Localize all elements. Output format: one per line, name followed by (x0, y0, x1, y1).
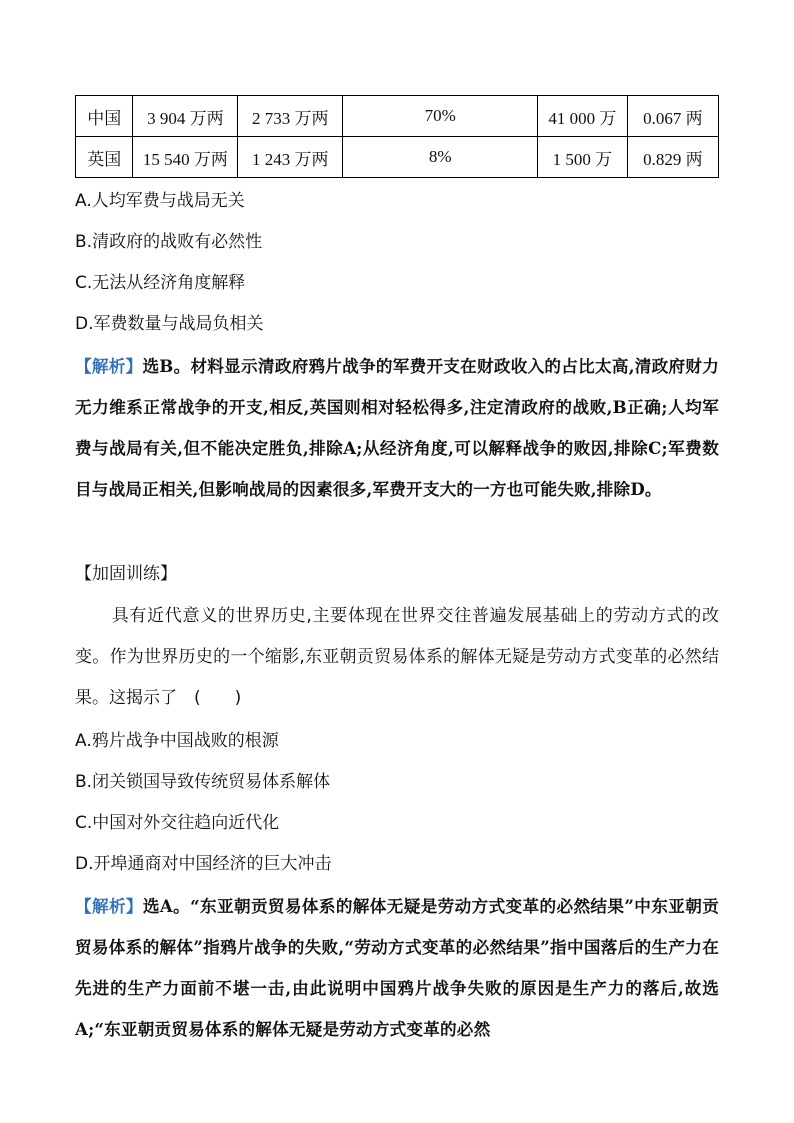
analysis-text: 选A。“东亚朝贡贸易体系的解体无疑是劳动方式变革的必然结果”中东亚朝贡贸易体系的解体”指鸦片战争的失败,“劳动方式变革的必然结果”指中国落后的生产力在先进的生产力面前不堪一击,由此说明中国鸦片战争失败的原因是生产力的落后,故选A;“东亚朝贡贸易体系的解体无疑是劳动方式变革的必然 (75, 896, 719, 1039)
q2-stem-text: 具有近代意义的世界历史,主要体现在世界交往普遍发展基础上的劳动方式的改变。作为世界历史的一个缩影,东亚朝贡贸易体系的解体无疑是劳动方式变革的必然结果。这揭示了 ( ) (75, 606, 719, 708)
analysis-tag: 【解析】 (75, 896, 143, 916)
table-cell: 15 540 万两 (133, 137, 238, 178)
q1-option-b: B.清政府的战败有必然性 (75, 232, 263, 252)
q1-option-d: D.军费数量与战局负相关 (75, 314, 264, 334)
table-cell: 70% (343, 96, 538, 137)
table-cell: 0.067 两 (627, 96, 718, 137)
table-cell: 2 733 万两 (238, 96, 343, 137)
q1-option-c: C.无法从经济角度解释 (75, 273, 246, 293)
q2-stem (75, 596, 719, 719)
table-cell: 1 500 万 (538, 137, 628, 178)
q2-option-b: B.闭关锁国导致传统贸易体系解体 (75, 772, 331, 792)
table-cell: 3 904 万两 (133, 96, 238, 137)
q1-option-a: A.人均军费与战局无关 (75, 191, 245, 211)
table-cell: 1 243 万两 (238, 137, 343, 178)
section-title: 【加固训练】 (75, 564, 177, 584)
table-cell: 英国 (76, 137, 133, 178)
analysis-text: 选B。材料显示清政府鸦片战争的军费开支在财政收入的占比太高,清政府财力无力维系正常战争的开支,相反,英国则相对轻松得多,注定清政府的战败,B正确;人均军费与战局有关,但不能决定胜负,排除A;从经济角度,可以解释战争的败因,排除C;军费数目与战局正相关,但影响战局的因素很多,军费开支大的一方也可能失败,排除D。 (75, 356, 719, 499)
table-row (76, 96, 719, 137)
q2-option-d: D.开埠通商对中国经济的巨大冲击 (75, 854, 332, 874)
analysis-tag: 【解析】 (75, 356, 143, 376)
q2-analysis (75, 886, 719, 1050)
table-row (76, 137, 719, 178)
military-expense-table (75, 95, 719, 178)
table-cell: 中国 (76, 96, 133, 137)
table-cell: 8% (343, 137, 538, 178)
q2-option-a: A.鸦片战争中国战败的根源 (75, 731, 279, 751)
q2-option-c: C.中国对外交往趋向近代化 (75, 813, 280, 833)
table-cell: 41 000 万 (538, 96, 628, 137)
table-cell: 0.829 两 (627, 137, 718, 178)
q1-analysis (75, 346, 719, 510)
